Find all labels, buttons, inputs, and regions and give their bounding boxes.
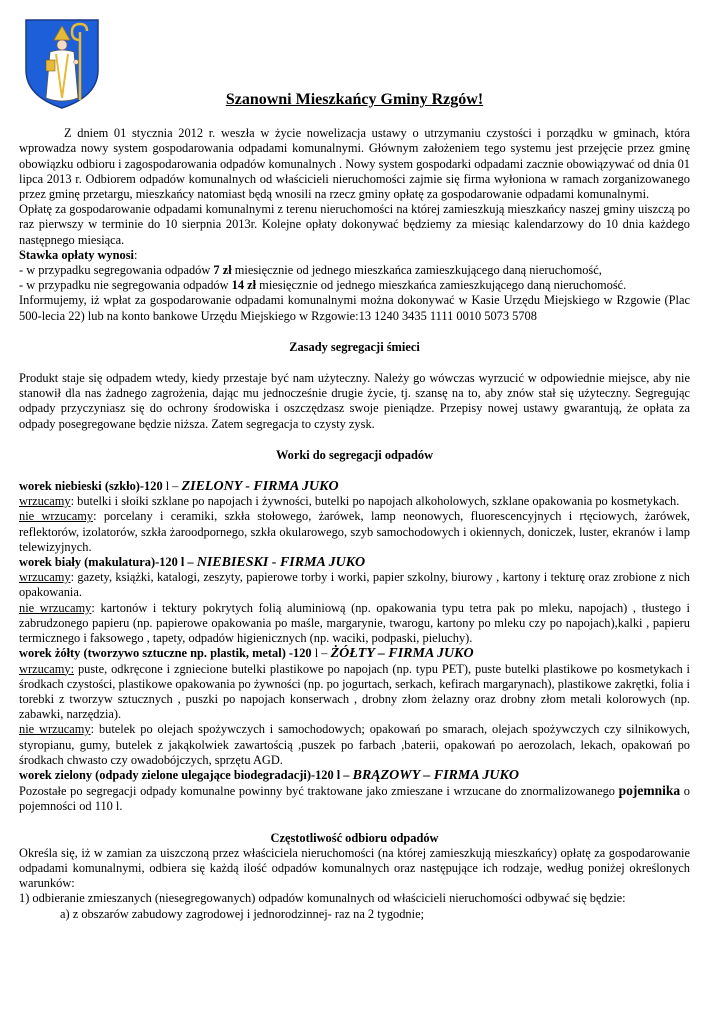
document-body xyxy=(19,92,690,922)
yellow-bag-forbidden-text: : butelek po olejach spożywczych i samochodowych; opakowań po smarach, olejach spożywczych czy silnikowych, styropianu, gumy, butelek z jakąkolwiek zawartością ,puszek po farbach ,baterii, opakowań po aerozolach, lekach, opakowań po środkach chwasto czy owadobójczych, sprzętu AGD. xyxy=(19,722,691,767)
blue-bag-allowed-label: wrzucamy xyxy=(19,494,71,509)
white-bag-forbidden-text: : kartonów i tektury pokrytych folią aluminiową (np. opakowania typu tetra pak po mleku, napojach) , tłustego i zabrudzonego papieru (np. papierowe opakowania po maśle, margarynie, twarogu, kartony po mleku czy po napojach),kalki , papieru termicznego i faksowego , tapety, odpadów higienicznych (np. waciki, podpaski, pieluchy). xyxy=(19,600,690,646)
green-bag-title: worek zielony (odpady zielone ulegające biodegradacji)-120 l – xyxy=(19,767,353,782)
intro-paragraph: Z dniem 01 stycznia 2012 r. weszła w życie nowelizacja ustawy o utrzymaniu czystości i porządku w gminach, która wprowadza nowy system gospodarowania odpadami komunalnymi. Głównym założeniem tego systemu jest przejęcie przez gminę obowiązku odbioru i zagospodarowania odpadów komunalnych . Nowy system gospodarki odpadami zacznie obowiązywać od dnia 01 lipca 2013 r. Odbiorem odpadów komunalnych od właścicieli nieruchomości zajmie się firma wyłoniona w ramach zorganizowanego przez gminę przetargu, mieszkańcy natomiast będą wnosili na rzecz gminy opłatę za gospodarowanie odpadami komunalnymi. xyxy=(19,126,690,202)
yellow-bag-firm: ŻÓŁTY – FIRMA JUKO xyxy=(330,646,474,662)
rate-segregated-amount: 7 zł xyxy=(213,263,232,278)
frequency-heading: Częstotliwość odbioru odpadów xyxy=(270,830,439,845)
page-title: Szanowni Mieszkańcy Gminy Rzgów! xyxy=(225,91,484,108)
segregation-paragraph: Produkt staje się odpadem wtedy, kiedy przestaje być nam użyteczny. Należy go wówczas wyrzucić w odpowiednie miejsce, aby nie stanowił dla nas żadnego zagrożenia, dając mu jednocześnie drugie życie, tj. szansę na to, aby znów stał się użyteczny. Segregując odpady przyczyniasz się do ochrony środowiska i oszczędzasz swoje pieniądze. Przepisy nowej ustawy gwarantują, że opłata za odpady posegregowane będzie niższa. Zatem segregacja to czysty zysk. xyxy=(19,371,690,431)
blue-bag-unit: l – xyxy=(165,479,182,494)
rate-segregated xyxy=(19,263,690,278)
rate-segregated-suffix: miesięcznie od jednego mieszkańca zamieszkującego daną nieruchomość, xyxy=(231,263,602,278)
rate-unsegregated-amount: 14 zł xyxy=(231,278,257,293)
frequency-paragraph: Określa się, iż w zamian za uiszczoną przez właściciela nieruchomości (na której zamieszkują mieszkańcy) opłatę za gospodarowanie odpadami komunalnymi, odbiera się każdą ilość odpadów komunalnych oraz następujące ich rodzaje, według poniżej określonych warunków: xyxy=(19,845,690,891)
green-bag-firm: BRĄZOWY – FIRMA JUKO xyxy=(352,767,519,783)
white-bag-title: worek biały (makulatura)-120 l – xyxy=(19,555,197,570)
yellow-bag-allowed-label: wrzucamy: xyxy=(19,661,75,676)
rate-label-colon: : xyxy=(133,247,138,262)
yellow-bag-unit: l – xyxy=(314,646,331,661)
rate-unsegregated xyxy=(19,278,690,293)
green-bag-heading xyxy=(19,768,690,783)
rate-label: Stawka opłaty wynosi xyxy=(19,247,134,262)
yellow-bag-title: worek żółty (tworzywo sztuczne np. plastik, metal) -120 xyxy=(19,646,315,661)
yellow-bag-forbidden xyxy=(19,722,690,768)
blue-bag-forbidden xyxy=(19,509,690,555)
frequency-item-1a: a) z obszarów zabudowy zagrodowej i jednorodzinnej- raz na 2 tygodnie; xyxy=(60,906,425,921)
frequency-item-1: 1) odbieranie zmieszanych (niesegregowanych) odpadów komunalnych od właścicieli nieruchomości odbywać się będzie: xyxy=(19,891,626,906)
blue-bag-heading xyxy=(19,479,690,494)
yellow-bag-forbidden-label: nie wrzucamy xyxy=(19,722,91,737)
blue-bag-forbidden-label: nie wrzucamy xyxy=(19,509,94,524)
white-bag-allowed-text: : gazety, książki, katalogi, zeszyty, papierowe torby i worki, papier szkolny, biurowy , kartony i tekturę oraz zrobione z nich opakowania. xyxy=(19,570,690,600)
mixed-waste-paragraph xyxy=(19,783,690,814)
blue-bag-allowed-text: : butelki i słoiki szklane po napojach i żywności, butelki po napojach alkoholowych, szklane opakowania po kosmetykach. xyxy=(70,494,680,509)
rate-segregated-text: - w przypadku segregowania odpadów xyxy=(19,263,214,278)
yellow-bag-heading xyxy=(19,646,690,661)
bags-heading: Worki do segregacji odpadów xyxy=(275,447,434,462)
blue-bag-allowed xyxy=(19,494,690,509)
white-bag-heading xyxy=(19,555,690,570)
payment-info: Informujemy, iż wpłat za gospodarowanie odpadami komunalnymi można dokonywać w Kasie Urzędu Miejskiego w Rzgowie (Plac 500-lecia 22) lub na konto bankowe Urzędu Miejskiego w Rzgowie:13 1240 3435 1111 0010 5073 5708 xyxy=(19,293,690,323)
rate-unsegregated-text: - w przypadku nie segregowania odpadów xyxy=(19,278,232,293)
mixed-waste-container: pojemnika xyxy=(618,783,681,799)
blue-bag-title: worek niebieski (szkło)-120 xyxy=(19,479,166,494)
white-bag-firm: NIEBIESKI - FIRMA JUKO xyxy=(196,555,366,571)
rate-unsegregated-suffix: miesięcznie od jednego mieszkańca zamieszkującego daną nieruchomość. xyxy=(256,278,627,293)
white-bag-allowed-label: wrzucamy xyxy=(19,570,71,585)
mixed-waste-text: Pozostałe po segregacji odpady komunalne powinny być traktowane jako zmieszane i wrzucane do znormalizowanego xyxy=(19,784,619,799)
white-bag-forbidden-label: nie wrzucamy xyxy=(19,600,92,615)
rate-label-line xyxy=(19,248,690,263)
white-bag-allowed xyxy=(19,570,690,600)
yellow-bag-allowed-text: puste, odkręcone i zgniecione butelki plastikowe po napojach (np. typu PET), puste butelki plastikowe po kosmetykach i środkach czystości, plastikowe opakowania po żywności (np. po jogurtach, serkach, kefirach margarynach), plastikowe zakrętki, folia i torebki z tworzyw sztucznych , puszki po napojach konserwach , drobny złom żelazny oraz drobny złom metali kolorowych (np. zabawki, narzędzia). xyxy=(19,661,690,722)
fee-paragraph: Opłatę za gospodarowanie odpadami komunalnymi z terenu nieruchomości na której zamieszkują mieszkańcy naszej gminy uiszczą po raz pierwszy w terminie do 10 sierpnia 2013r. Kolejne opłaty dokonywać będziemy za miesiąc kalendarzowy do 10 dnia każdego następnego miesiąca. xyxy=(19,202,690,247)
segregation-heading: Zasady segregacji śmieci xyxy=(289,339,420,354)
blue-bag-firm: ZIELONY - FIRMA JUKO xyxy=(181,479,339,495)
blue-bag-forbidden-text: : porcelany i ceramiki, szkła stołowego, żarówek, lamp neonowych, fluorescencyjnych i rtęciowych, żarówek, reflektorów, izolatorów, szkła żaroodpornego, szkła okularowego, szyb samochodowych i okiennych, doniczek, luster, ekranów i lamp telewizyjnych. xyxy=(19,509,690,554)
white-bag-forbidden xyxy=(19,601,690,647)
yellow-bag-allowed xyxy=(19,662,690,723)
mixed-waste-volume: o pojemności od 110 l. xyxy=(19,784,690,814)
